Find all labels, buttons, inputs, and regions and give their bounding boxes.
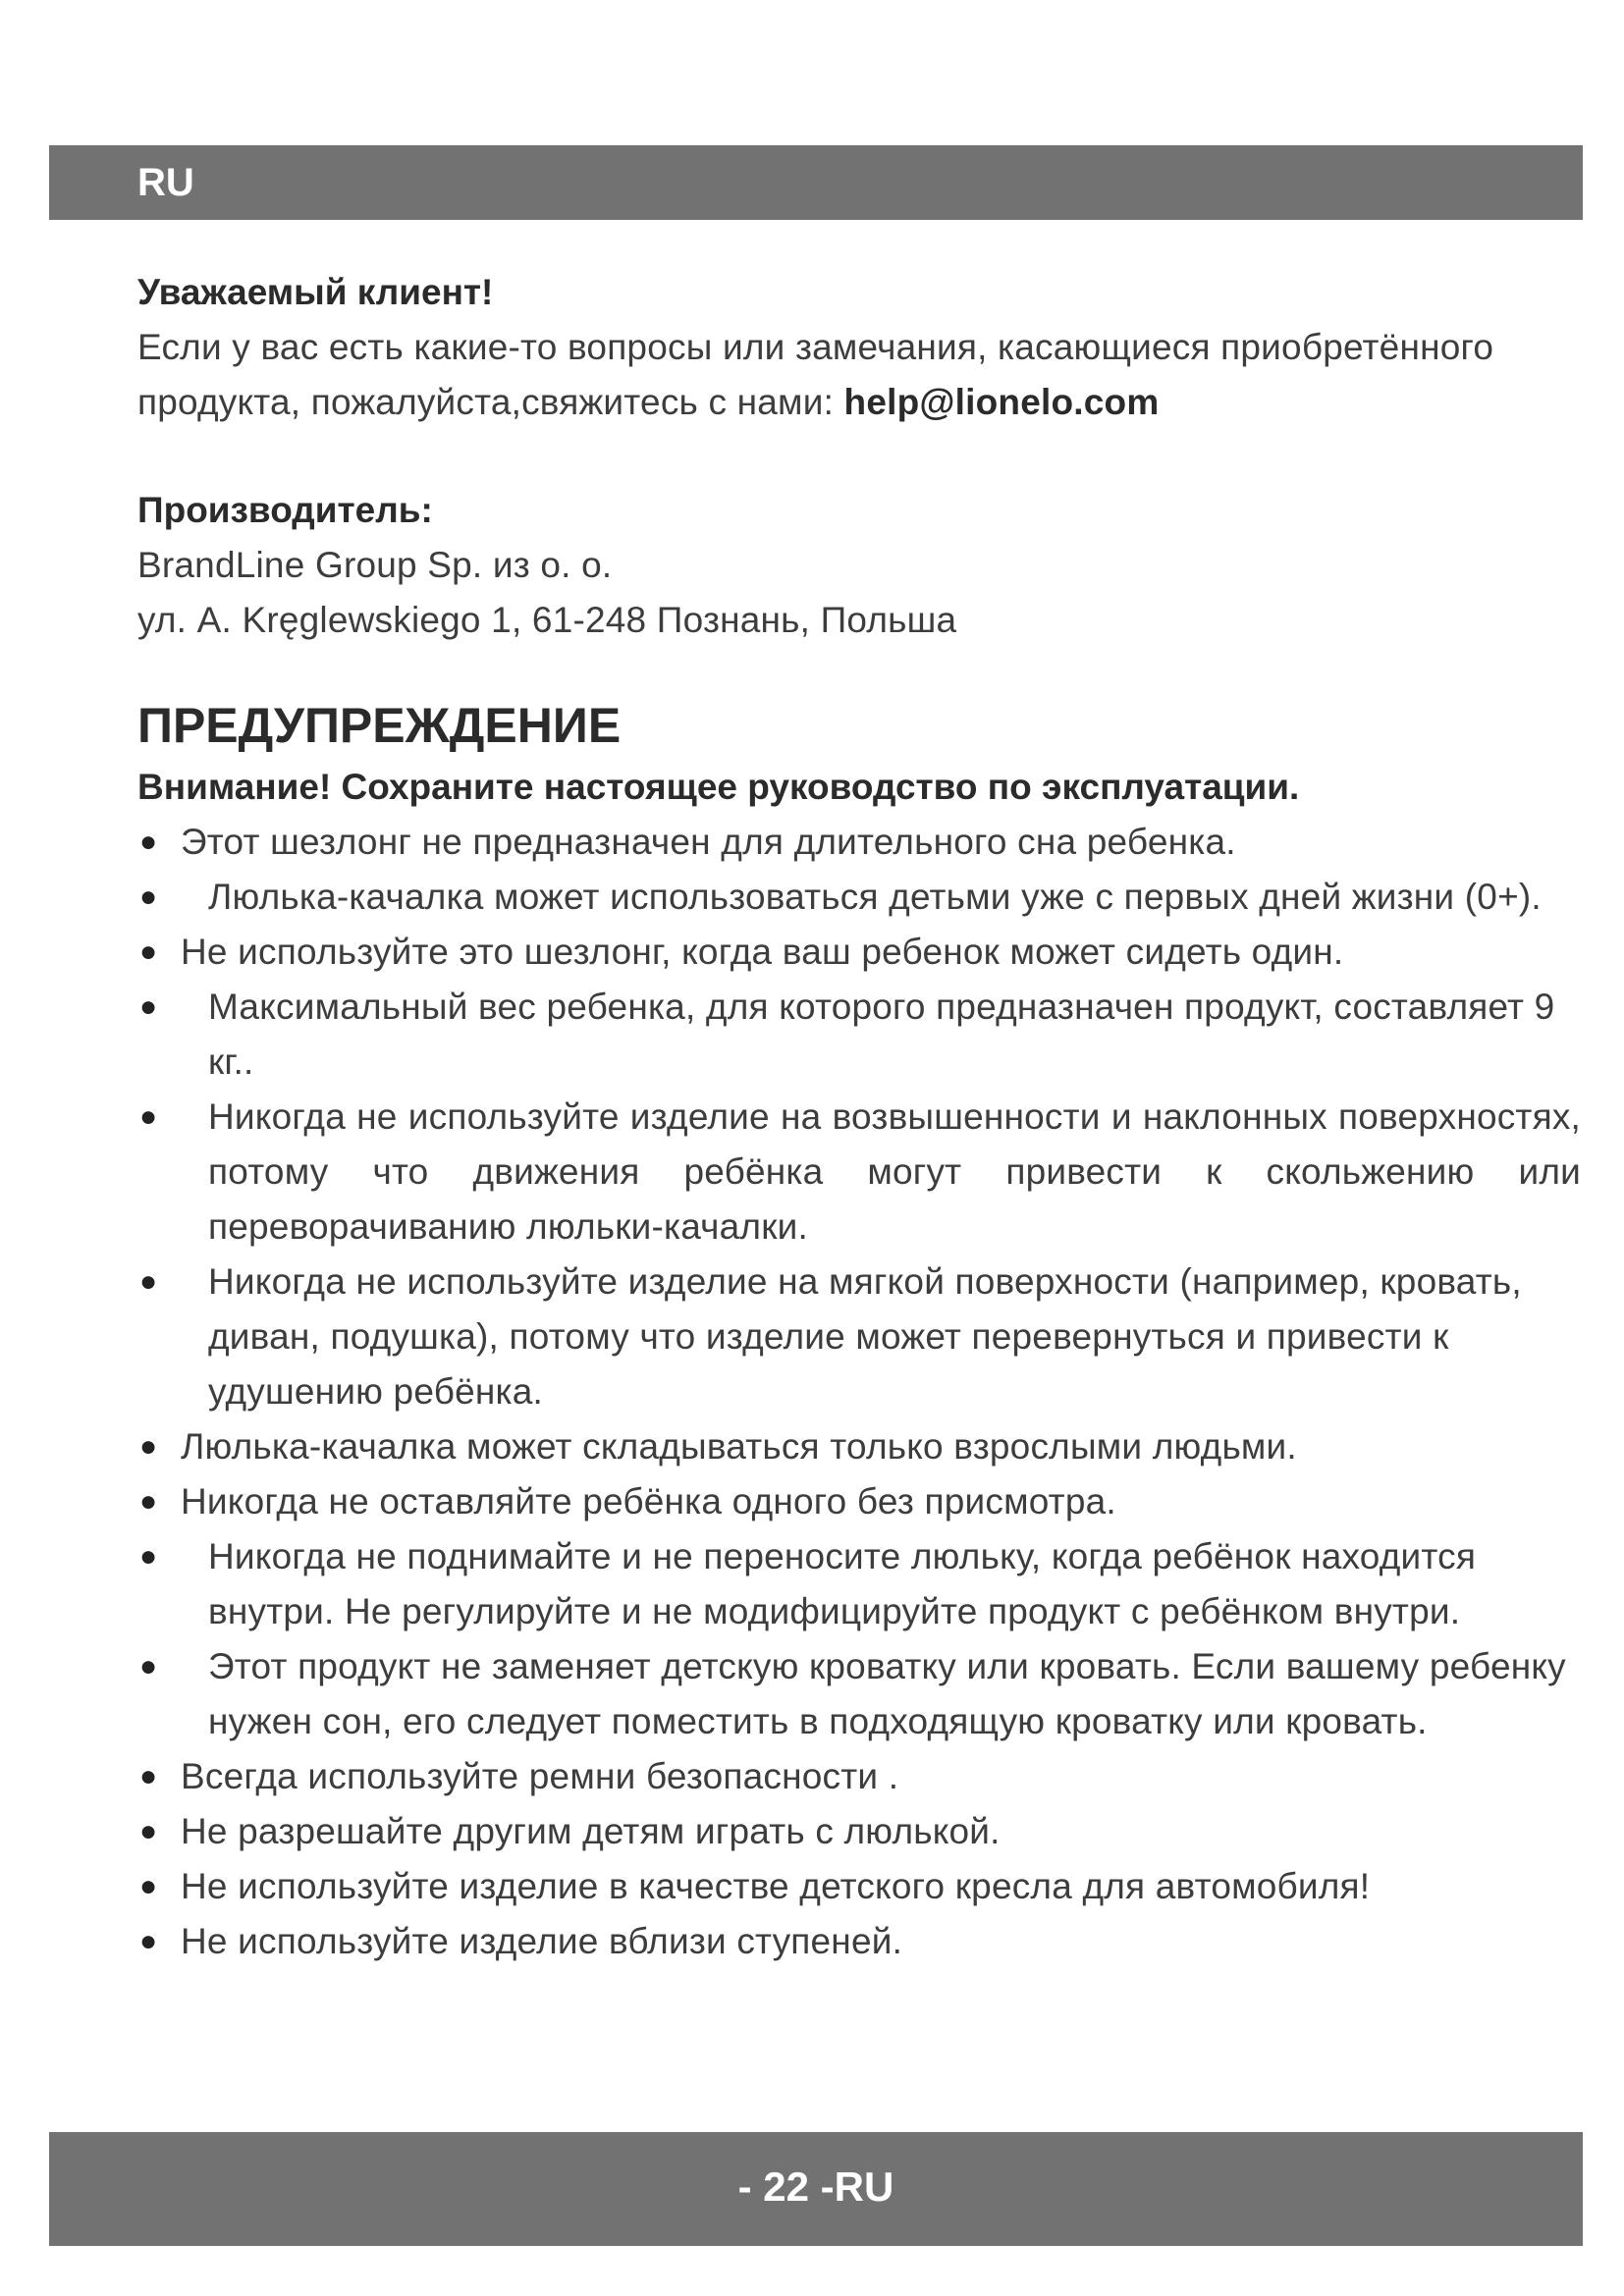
bullet-icon: ●	[139, 1430, 158, 1463]
page-number: - 22 -RU	[737, 2163, 894, 2210]
header-bar	[49, 145, 1583, 220]
bullet-icon: ●	[139, 826, 158, 858]
bullet-icon: ●	[139, 935, 158, 968]
warning-item	[137, 1090, 1581, 1255]
warning-item	[137, 1859, 1581, 1914]
warning-title: ПРЕДУПРЕЖДЕНИЕ	[137, 698, 622, 753]
warning-item	[137, 980, 1581, 1090]
warning-item	[137, 1529, 1581, 1639]
bullet-icon: ●	[139, 1540, 158, 1573]
warning-item	[137, 1474, 1581, 1529]
warning-item	[137, 1804, 1581, 1859]
warning-subtitle: Внимание! Сохраните настоящее руководство по эксплуатации.	[137, 767, 1300, 807]
manufacturer-address: ул. A. Kręglewskiego 1, 61-248 Познань, Польша	[137, 600, 957, 640]
warning-item-text: Никогда не оставляйте ребёнка одного без присмотра.	[181, 1481, 1116, 1522]
bullet-icon: ●	[139, 881, 158, 913]
bullet-icon: ●	[139, 1650, 158, 1682]
warning-item	[137, 1419, 1581, 1474]
bullet-icon: ●	[139, 1870, 158, 1902]
warning-item-text: Не разрешайте другим детям играть с люлькой.	[181, 1811, 1001, 1851]
warning-item	[137, 1914, 1581, 1969]
warning-item	[137, 925, 1581, 980]
warning-item	[137, 1255, 1581, 1419]
support-email-link[interactable]: help@lionelo.com	[843, 382, 1160, 422]
bullet-icon: ●	[139, 1925, 158, 1957]
warning-item-text: Никогда не используйте изделие на мягкой поверхности (например, кровать, диван, подушка), потому что изделие может перевернуться и привести к удушению ребёнка.	[208, 1261, 1522, 1412]
warning-item-text: Люлька-качалка может использоваться детьми уже с первых дней жизни (0+).	[208, 877, 1542, 917]
bullet-icon: ●	[139, 990, 158, 1023]
bullet-icon: ●	[139, 1265, 158, 1298]
warning-item-text: Не используйте изделие в качестве детского кресла для автомобиля!	[181, 1866, 1371, 1906]
warning-item-text: Всегда используйте ремни безопасности .	[181, 1756, 899, 1796]
warning-item-text: Этот шезлонг не предназначен для длительного сна ребенка.	[181, 822, 1236, 862]
warning-item-text: Не используйте это шезлонг, когда ваш ребенок может сидеть один.	[181, 932, 1344, 972]
header-language-label: RU	[137, 161, 194, 204]
bullet-icon: ●	[139, 1485, 158, 1518]
warning-list	[137, 815, 1581, 1969]
warning-item	[137, 870, 1581, 925]
bullet-icon: ●	[139, 1100, 158, 1133]
page-content	[137, 265, 1581, 1969]
greeting-line-2	[137, 375, 1581, 430]
warning-item	[137, 1639, 1581, 1749]
greeting-section	[137, 265, 1581, 430]
warning-item-text: Никогда не поднимайте и не переносите люльку, когда ребёнок находится внутри. Не регулируйте и не модифицируйте продукт с ребёнком внутри.	[208, 1536, 1477, 1631]
warning-item-text: Люлька-качалка может складываться только взрослыми людьми.	[181, 1426, 1297, 1467]
greeting-title: Уважаемый клиент!	[137, 272, 494, 312]
footer-bar	[49, 2132, 1583, 2246]
warning-item-text: Никогда не используйте изделие на возвышенности и наклонных поверхностях, потому что движения ребёнка могут привести к скольжению или переворачиванию люльки-качалки.	[208, 1096, 1581, 1247]
warning-item	[137, 1749, 1581, 1804]
bullet-icon: ●	[139, 1760, 158, 1792]
warning-item	[137, 815, 1581, 870]
manufacturer-title: Производитель:	[137, 490, 433, 530]
greeting-line-2-text: продукта, пожалуйста,свяжитесь с нами:	[137, 382, 844, 422]
greeting-line-1: Если у вас есть какие-то вопросы или замечания, касающиеся приобретённого	[137, 327, 1494, 367]
warning-item-text: Этот продукт не заменяет детскую кроватку или кровать. Если вашему ребенку нужен сон, его следует поместить в подходящую кроватку или кровать.	[208, 1646, 1566, 1741]
warning-item-text: Не используйте изделие вблизи ступеней.	[181, 1921, 903, 1961]
manufacturer-section	[137, 483, 1581, 648]
warning-item-text: Максимальный вес ребенка, для которого предназначен продукт, составляет 9 кг..	[208, 987, 1555, 1082]
manufacturer-name: BrandLine Group Sp. из о. о.	[137, 545, 613, 585]
bullet-icon: ●	[139, 1815, 158, 1847]
